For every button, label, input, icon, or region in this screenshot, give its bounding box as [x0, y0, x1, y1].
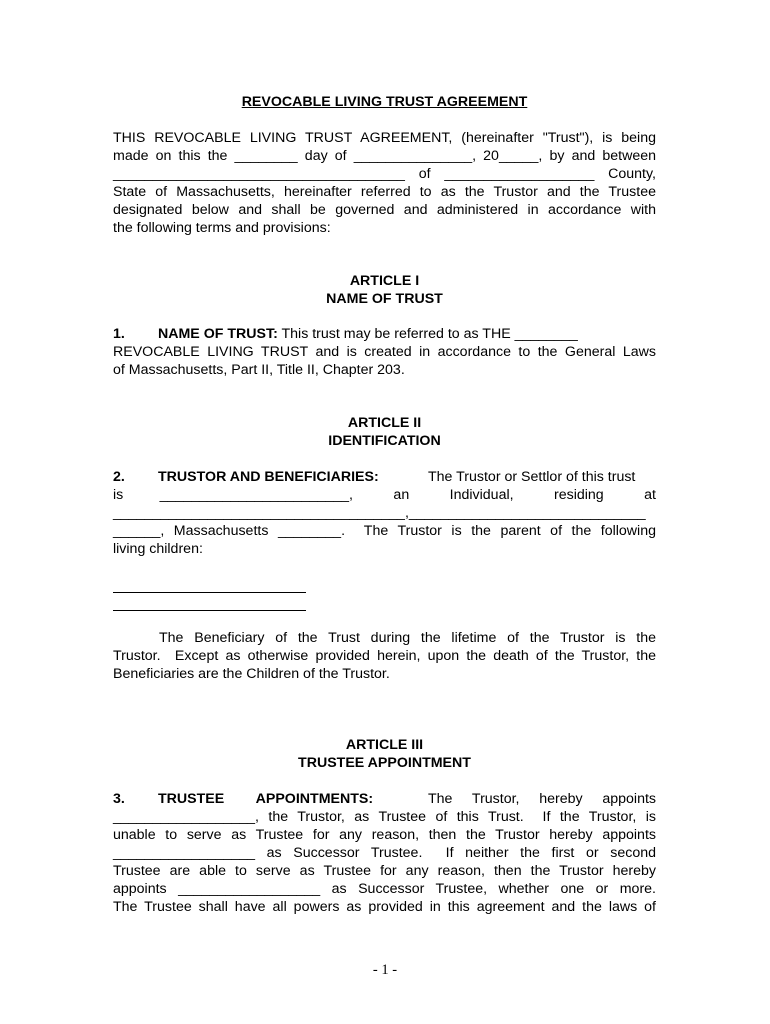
article2-line: _____________________________________,______________________________ [113, 505, 646, 521]
intro-line: made on this the ________ day of _______________, 20_____, by and between [113, 148, 656, 164]
article2-line: living children: [113, 541, 203, 557]
article2-first-line [113, 468, 656, 487]
article1-first-line [113, 325, 656, 344]
section-number: 1. [113, 326, 125, 342]
article3-heading: ARTICLE III [345, 737, 424, 753]
article1-heading: ARTICLE I [349, 273, 420, 289]
section-number: 2. [113, 469, 125, 485]
section-label: NAME OF TRUST: [158, 326, 278, 342]
child-signature-line [113, 610, 306, 611]
article2-heading: ARTICLE II [347, 415, 422, 431]
article1-subheading: NAME OF TRUST [326, 291, 443, 307]
document-title: REVOCABLE LIVING TRUST AGREEMENT [241, 94, 528, 110]
section-label: TRUSTEE APPOINTMENTS: [158, 791, 374, 807]
section-number: 3. [113, 791, 125, 807]
intro-line: THIS REVOCABLE LIVING TRUST AGREEMENT, (hereinafter "Trust"), is being [113, 130, 656, 146]
intro-line: designated below and shall be governed and administered in accordance with [113, 202, 656, 218]
child-signature-line [113, 592, 306, 593]
article3-first-line [113, 790, 656, 809]
intro-line: State of Massachusetts, hereinafter referred to as the Trustor and the Trustee [113, 184, 656, 200]
section-text: The Trustor or Settlor of this trust [428, 469, 636, 485]
article2-line: ______, Massachusetts ________. The Trustor is the parent of the following [113, 523, 656, 539]
article1-line: of Massachusetts, Part II, Title II, Chapter 203. [113, 362, 405, 378]
beneficiary-line: The Beneficiary of the Trust during the lifetime of the Trustor is the [159, 630, 656, 646]
intro-line: _____________________________________ of ___________________ County, [113, 166, 656, 182]
section-label: TRUSTOR AND BENEFICIARIES: [158, 469, 379, 485]
article3-subheading: TRUSTEE APPOINTMENT [298, 755, 471, 771]
beneficiary-line: Beneficiaries are the Children of the Trustor. [113, 666, 390, 682]
article3-line: __________________ as Successor Trustee. If neither the first or second [113, 845, 656, 861]
article3-line: Trustee are able to serve as Trustee for any reason, then the Trustor hereby [113, 863, 656, 879]
beneficiary-line: Trustor. Except as otherwise provided herein, upon the death of the Trustor, the [113, 648, 656, 664]
article3-line: unable to serve as Trustee for any reason, then the Trustor hereby appoints [113, 827, 656, 843]
article1-line: REVOCABLE LIVING TRUST and is created in accordance to the General Laws [113, 344, 656, 360]
article2-line: is ________________________, an Individual, residing at [113, 487, 656, 503]
article3-line: __________________, the Trustor, as Trustee of this Trust. If the Trustor, is [113, 809, 656, 825]
intro-line: the following terms and provisions: [113, 220, 331, 236]
section-text: The Trustor, hereby appoints [428, 791, 656, 807]
article3-line: appoints __________________ as Successor Trustee, whether one or more. [113, 881, 656, 897]
page-number: - 1 - [372, 962, 398, 978]
section-text: This trust may be referred to as THE ________ [277, 326, 578, 342]
article3-line: The Trustee shall have all powers as provided in this agreement and the laws of [113, 899, 656, 915]
article2-subheading: IDENTIFICATION [328, 433, 441, 449]
